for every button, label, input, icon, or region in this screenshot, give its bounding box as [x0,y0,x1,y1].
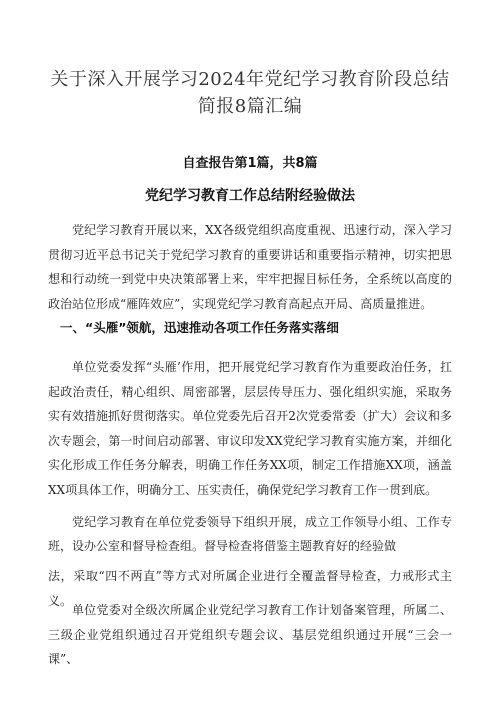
paragraph-planning: 单位党委对全级次所属企业党纪学习教育工作计划备案管理，所属二、三级企业党组织通过召开党组织专题会议、基层党组织通过开展“三会一课”、 [48,603,452,666]
paragraph-organization: 党纪学习教育在单位党委领导下组织开展，成立工作领导小组、工作专班，设办公室和督导检查组。督导检查将借鉴主题教育好的经验做 [48,515,452,553]
paragraph-supervision: 法，采取“四不两直”等方式对所属企业进行全覆盖督导检查，力戒形式主义。 [48,569,452,608]
paragraph-leadership: 单位党委发挥“头雁’作用，把开展党纪学习教育作为重要政治任务，扛起政治责任，精心组织、周密部署，层层传导压力、强化组织实施，采取务实有效措施抓好贯彻落实。单位党委先后召开2次党委常委（扩大）会议和多次专题会，第一时间启动部署、审议印发XX党纪学习教育实施方案，并细化实化形成工作任务分解表，明确工作任务XX项，制定工作措施XX项，涵盖XX项具体工作，明确分工、压实责任，确保党纪学习教育工作一贯到底。 [48,360,452,497]
document-subtitle: 自查报告第1篇，共8篇 [182,156,318,171]
document-title: 关于深入开展学习2024年党纪学习教育阶段总结简报8篇汇编 [50,69,450,117]
section-title: 党纪学习教育工作总结附经验做法 [145,188,355,204]
section-heading-1: 一、“头雁”领航，迅速推动各项工作任务落实落细 [60,320,339,335]
paragraph-intro: 党纪学习教育开展以来，XX各级党组织高度重视、迅速行动，深入学习贯彻习近平总书记关于党纪学习教育的重要讲话和重要指示精神，切实把思想和行动统一到党中央决策部署上来，牢牢把握目标任务，全系统以高度的政治站位形成“雁阵效应”，实现党纪学习教育高起点开局、高质量推进。 [48,223,452,311]
